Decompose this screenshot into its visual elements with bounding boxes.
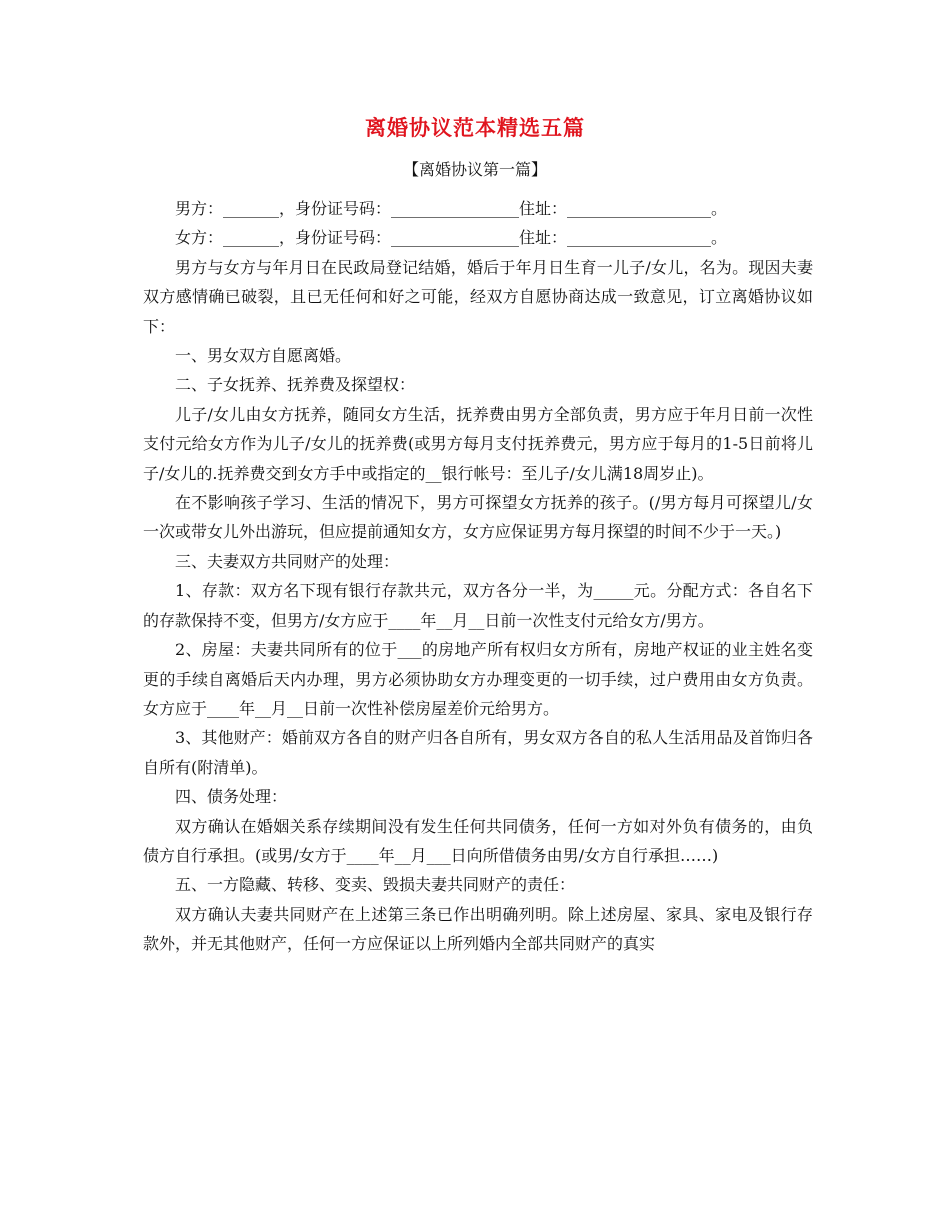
paragraph-preamble: 男方与女方与年月日在民政局登记结婚，婚后于年月日生育一儿子/女儿，名为。现因夫妻双方感情确已破裂，且已无任何和好之可能，经双方自愿协商达成一致意见，订立离婚协议如下： — [143, 257, 813, 336]
paragraph-child-support: 儿子/女儿由女方抚养，随同女方生活，抚养费由男方全部负责，男方应于年月日前一次性支付元给女方作为儿子/女儿的抚养费(或男方每月支付抚养费元，男方应于每月的1-5日前将儿子/女儿的.抚养费交到女方手中或指定的__银行帐号：至儿子/女儿满18周岁止)。 — [143, 404, 813, 483]
paragraph-concealment: 双方确认夫妻共同财产在上述第三条已作出明确列明。除上述房屋、家具、家电及银行存款外，并无其他财产，任何一方应保证以上所列婚内全部共同财产的真实 — [143, 904, 813, 954]
clause-heading-custody: 二、子女抚养、抚养费及探望权： — [175, 375, 416, 395]
paragraph-deposits: 1、存款：双方名下现有银行存款共元，双方各分一半，为_____元。分配方式：各自名下的存款保持不变，但男方/女方应于____年__月__日前一次性支付元给女方/男方。 — [143, 581, 813, 630]
clause-heading-property: 三、夫妻双方共同财产的处理： — [175, 551, 400, 571]
clause-heading-debts: 四、债务处理： — [175, 787, 288, 807]
paragraph-house: 2、房屋：夫妻共同所有的位于___的房地产所有权归女方所有，房地产权证的业主姓名变更的手续自离婚后天内办理，男方必须协助女方办理变更的一切手续，过户费用由女方负责。女方应于____年__月__日前一次性补偿房屋差价元给男方。 — [143, 640, 813, 718]
paragraph-debts: 双方确认在婚姻关系存续期间没有发生任何共同债务，任何一方如对外负有债务的，由负债方自行承担。(或男/女方于____年__月___日向所借债务由男/女方自行承担……) — [143, 816, 813, 865]
section-heading: 【离婚协议第一篇】 — [402, 160, 547, 179]
paragraph-husband-info: 男方：_______，身份证号码：________________住址：__________________。 — [175, 199, 728, 218]
document-body — [143, 194, 813, 959]
document-title: 离婚协议范本精选五篇 — [365, 115, 585, 140]
paragraph-other-property: 3、其他财产：婚前双方各自的财产归各自所有，男女双方各自的私人生活用品及首饰归各自所有(附清单)。 — [143, 728, 813, 777]
clause-heading-concealment: 五、一方隐藏、转移、变卖、毁损夫妻共同财产的责任： — [175, 875, 576, 895]
paragraph-wife-info: 女方：_______，身份证号码：________________住址：__________________。 — [175, 228, 728, 248]
clause-heading-divorce: 一、男女双方自愿离婚。 — [175, 346, 352, 366]
paragraph-visitation: 在不影响孩子学习、生活的情况下，男方可探望女方抚养的孩子。(/男方每月可探望儿/女一次或带女儿外出游玩，但应提前通知女方，女方应保证男方每月探望的时间不少于一天。) — [143, 493, 813, 542]
